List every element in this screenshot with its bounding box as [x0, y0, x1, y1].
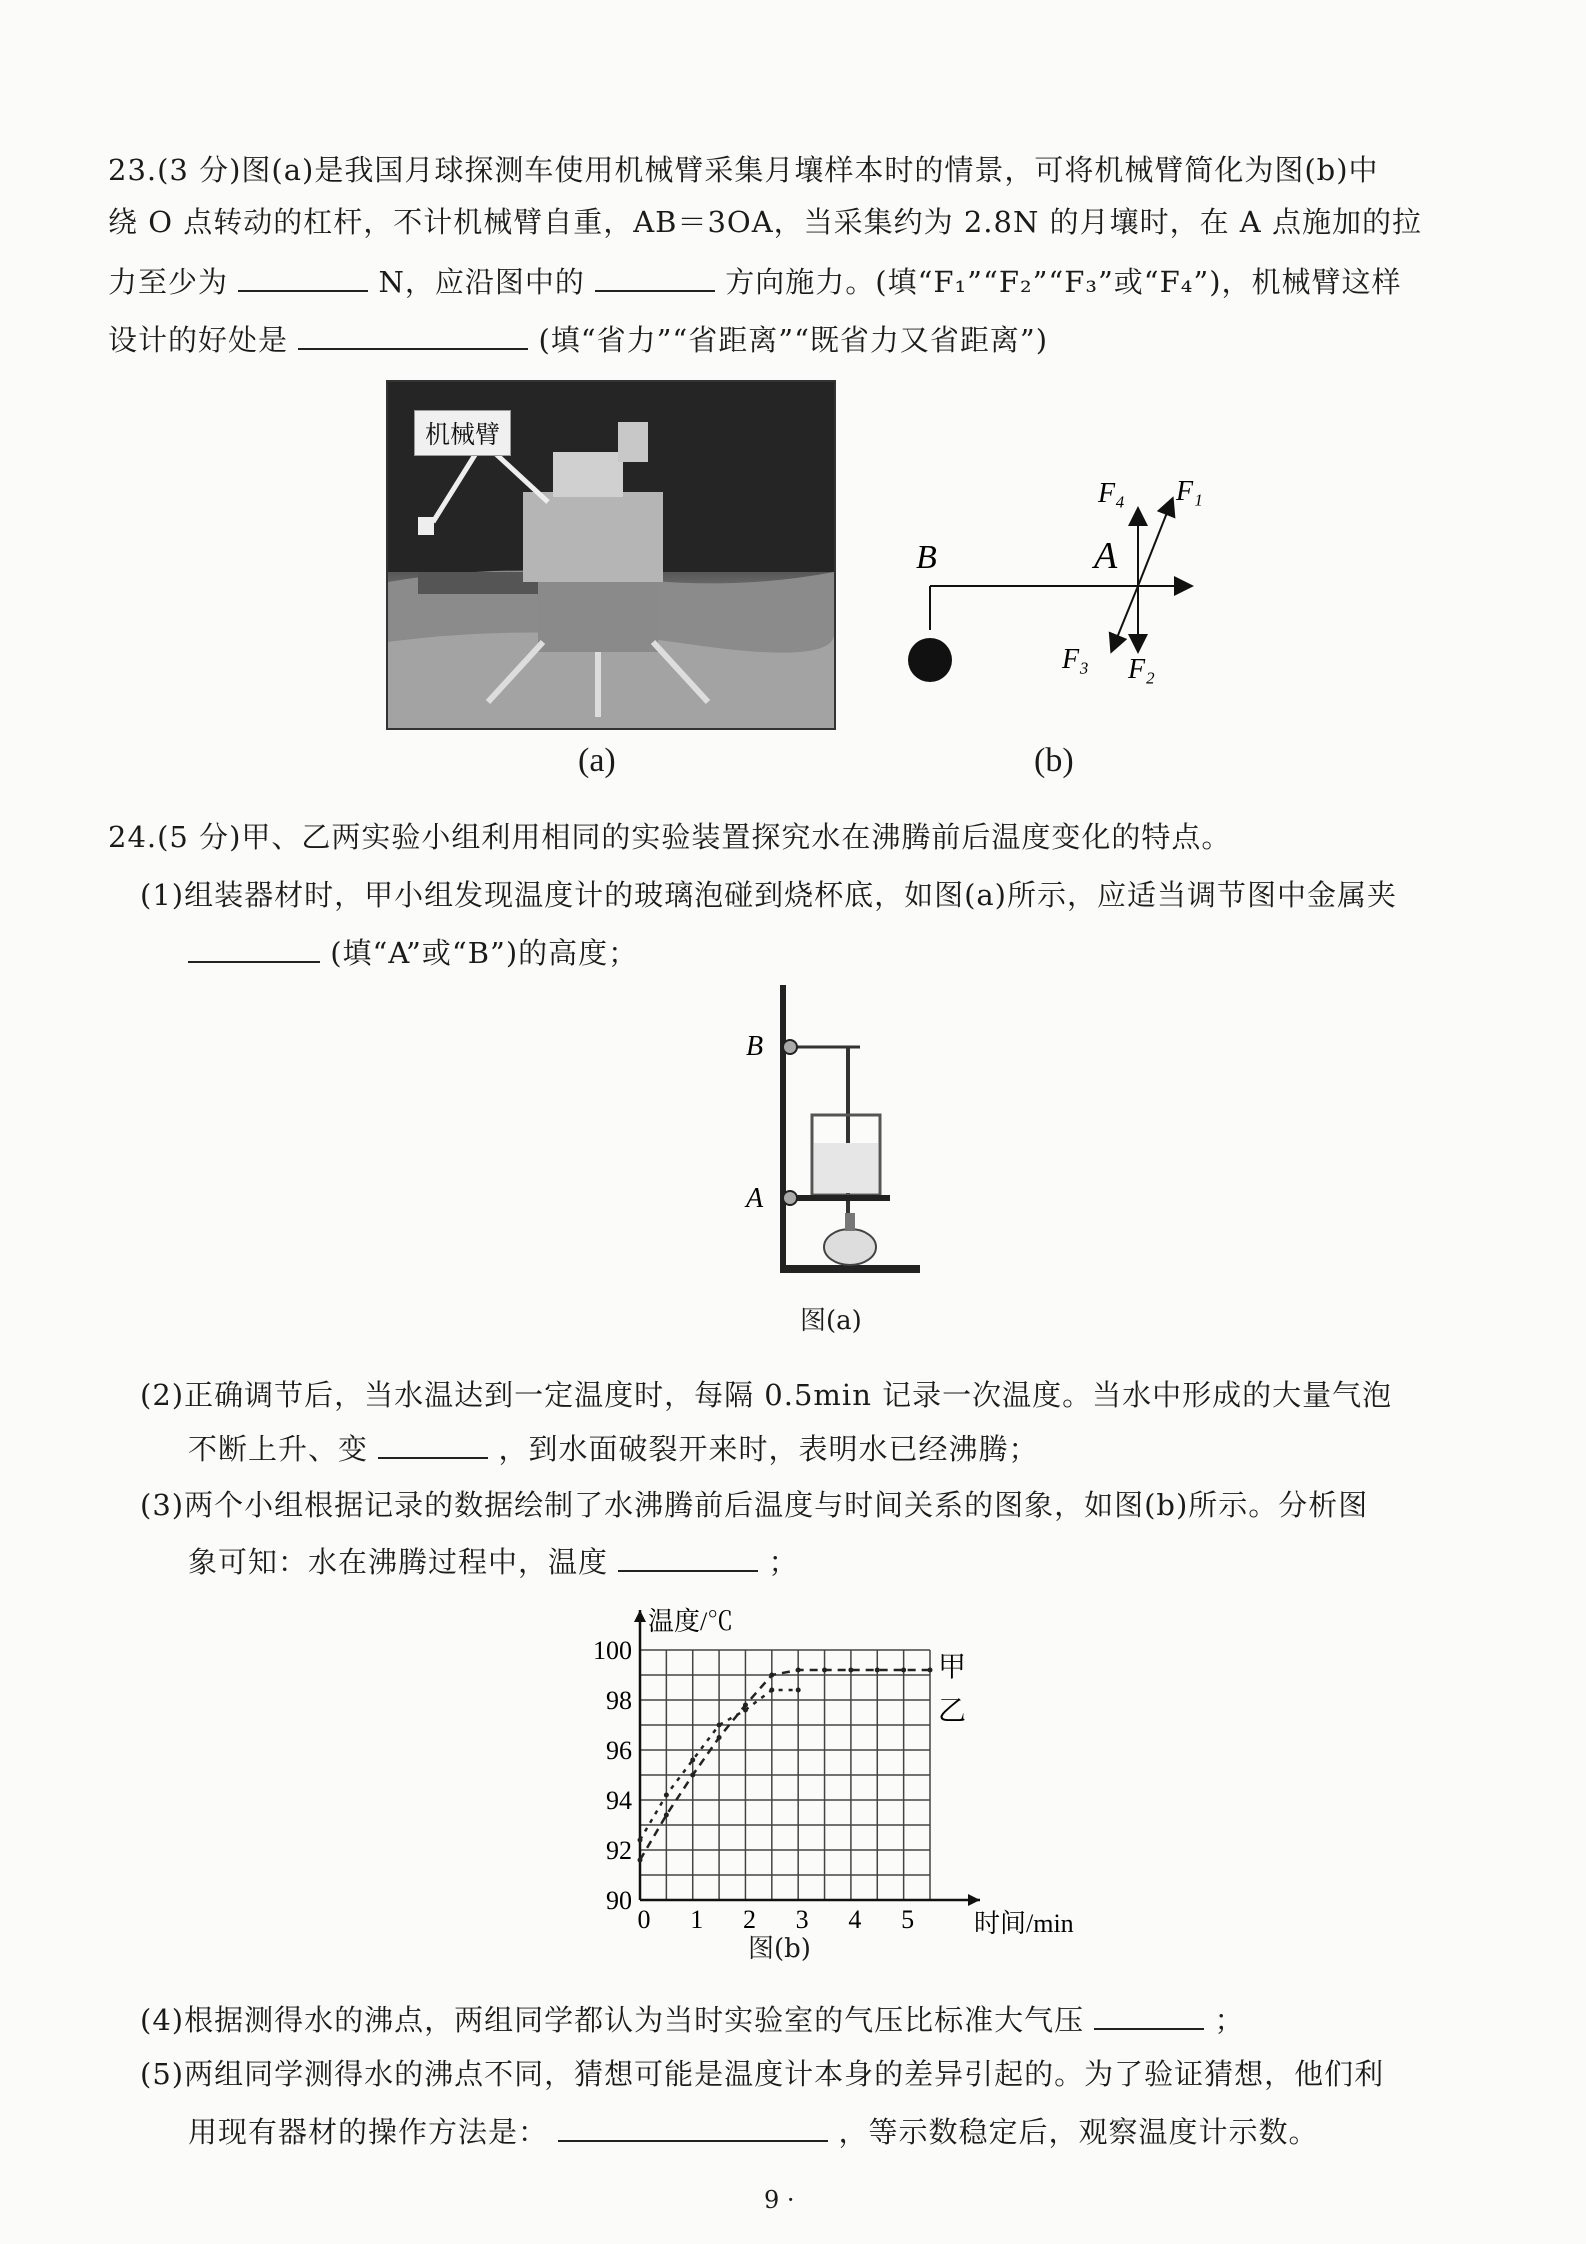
f3-label: F₃: [1062, 644, 1089, 675]
data-point: [638, 1838, 643, 1843]
y-tick-label: 96: [606, 1736, 632, 1765]
clamp-a-label: A: [746, 1183, 764, 1214]
x-axis-label: 时间/min: [974, 1909, 1074, 1938]
data-point: [743, 1708, 748, 1713]
answer-blank-clamp[interactable]: [188, 937, 320, 963]
stand-rod: [780, 985, 786, 1270]
data-point: [796, 1668, 801, 1673]
caption-a: (a): [578, 742, 616, 779]
y-axis-label: 温度/℃: [648, 1607, 734, 1636]
point-a-label: A: [1094, 535, 1118, 577]
data-point: [690, 1758, 695, 1763]
answer-blank-benefit[interactable]: [298, 324, 528, 350]
x-tick-label: 4: [848, 1905, 862, 1934]
series-label-2: 乙: [938, 1696, 967, 1727]
data-point: [664, 1813, 669, 1818]
force-f1-arrow: [1138, 500, 1172, 586]
clamp-b: [783, 1040, 797, 1054]
clamp-a: [783, 1191, 797, 1205]
data-point: [664, 1793, 669, 1798]
q24-p5-line-1: (5)两组同学测得水的沸点不同，猜想可能是温度计本身的差异引起的。为了验证猜想，他们利: [140, 2057, 1385, 2091]
data-point: [822, 1668, 827, 1673]
figure-b-caption: 图(b): [748, 1934, 811, 1964]
q24-p1-line-2: (填“A”或“B”)的高度；: [188, 931, 638, 972]
q23-line-1: 23.(3 分)图(a)是我国月球探测车使用机械臂采集月壤样本时的情景，可将机械臂简化为图(b)中: [108, 153, 1379, 187]
q24-p3-line-2: 象可知：水在沸腾过程中，温度 ；: [188, 1545, 799, 1579]
x-tick-label: 0: [637, 1905, 651, 1934]
q23-line-2: 绕 O 点转动的杠杆，不计机械臂自重，AB＝3OA，当采集约为 2.8N 的月壤时，在 A 点施加的拉: [108, 205, 1422, 239]
x-tick-label: 3: [795, 1905, 809, 1934]
clamp-b-label: B: [746, 1031, 764, 1062]
y-tick-label: 98: [606, 1686, 632, 1715]
data-point: [796, 1688, 801, 1693]
f2-label: F₂: [1128, 654, 1155, 685]
boiling-apparatus: [740, 985, 920, 1295]
data-point: [690, 1773, 695, 1778]
q24-intro: 24.(5 分)甲、乙两实验小组利用相同的实验装置探究水在沸腾前后温度变化的特点。: [108, 820, 1232, 854]
q24-p1-line-1: (1)组装器材时，甲小组发现温度计的玻璃泡碰到烧杯底，如图(a)所示，应适当调节图中金属夹: [140, 878, 1397, 912]
stand-base: [780, 1265, 920, 1273]
y-tick-label: 94: [606, 1786, 632, 1815]
y-tick-label: 100: [593, 1636, 632, 1665]
answer-blank-temperature[interactable]: [618, 1546, 758, 1572]
answer-blank-method[interactable]: [558, 2116, 828, 2142]
q24-p4: (4)根据测得水的沸点，两组同学都认为当时实验室的气压比标准大气压 ；: [140, 2003, 1245, 2037]
q23-line-3: 力至少为 N，应沿图中的 方向施力。(填“F₁”“F₂”“F₃”或“F₄”)，机械臂这样: [108, 265, 1402, 299]
answer-blank-pressure[interactable]: [1094, 2004, 1204, 2030]
data-point: [638, 1858, 643, 1863]
series-label-1: 甲: [938, 1652, 967, 1683]
answer-blank-direction[interactable]: [595, 266, 715, 292]
data-point: [717, 1735, 722, 1740]
q24-p2-line-1: (2)正确调节后，当水温达到一定温度时，每隔 0.5min 记录一次温度。当水中形成的大量气泡: [140, 1378, 1393, 1412]
q23-line-4: 设计的好处是 (填“省力”“省距离”“既省力又省距离”): [108, 323, 1049, 357]
figure-a-caption: 图(a): [800, 1306, 862, 1336]
answer-blank-force[interactable]: [238, 266, 368, 292]
data-point: [901, 1668, 906, 1673]
lever-diagram: [880, 450, 1240, 710]
series-line-1: [640, 1670, 930, 1860]
answer-blank-bubble[interactable]: [378, 1433, 488, 1459]
data-point: [928, 1668, 933, 1673]
y-tick-label: 92: [606, 1836, 632, 1865]
lunar-lander-photo: [386, 380, 836, 730]
temperature-time-chart: [560, 1600, 1120, 1960]
x-tick-label: 5: [901, 1905, 915, 1934]
f4-label: F₄: [1098, 478, 1125, 509]
page-number: 9 ·: [764, 2186, 795, 2214]
alcohol-lamp: [824, 1229, 876, 1265]
y-tick-label: 90: [606, 1886, 632, 1915]
q24-p2-line-2: 不断上升、变 ，到水面破裂开来时，表明水已经沸腾；: [188, 1432, 1039, 1466]
data-point: [743, 1703, 748, 1708]
point-b-label: B: [916, 539, 937, 576]
data-point: [769, 1688, 774, 1693]
caption-b: (b): [1034, 742, 1074, 779]
sample-weight: [908, 638, 952, 682]
force-f3-arrow: [1112, 586, 1138, 650]
y-axis-arrow: [634, 1610, 646, 1622]
data-point: [769, 1673, 774, 1678]
mechanical-arm-label: 机械臂: [414, 410, 511, 456]
x-tick-label: 1: [690, 1905, 704, 1934]
data-point: [848, 1668, 853, 1673]
q24-p5-line-2: 用现有器材的操作方法是： ，等示数稳定后，观察温度计示数。: [188, 2115, 1319, 2149]
data-point: [717, 1723, 722, 1728]
f1-label: F₁: [1176, 476, 1203, 507]
x-axis-arrow: [968, 1894, 980, 1906]
x-tick-label: 2: [742, 1905, 756, 1934]
q24-p3-line-1: (3)两个小组根据记录的数据绘制了水沸腾前后温度与时间关系的图象，如图(b)所示。分析图: [140, 1488, 1369, 1522]
data-point: [875, 1668, 880, 1673]
